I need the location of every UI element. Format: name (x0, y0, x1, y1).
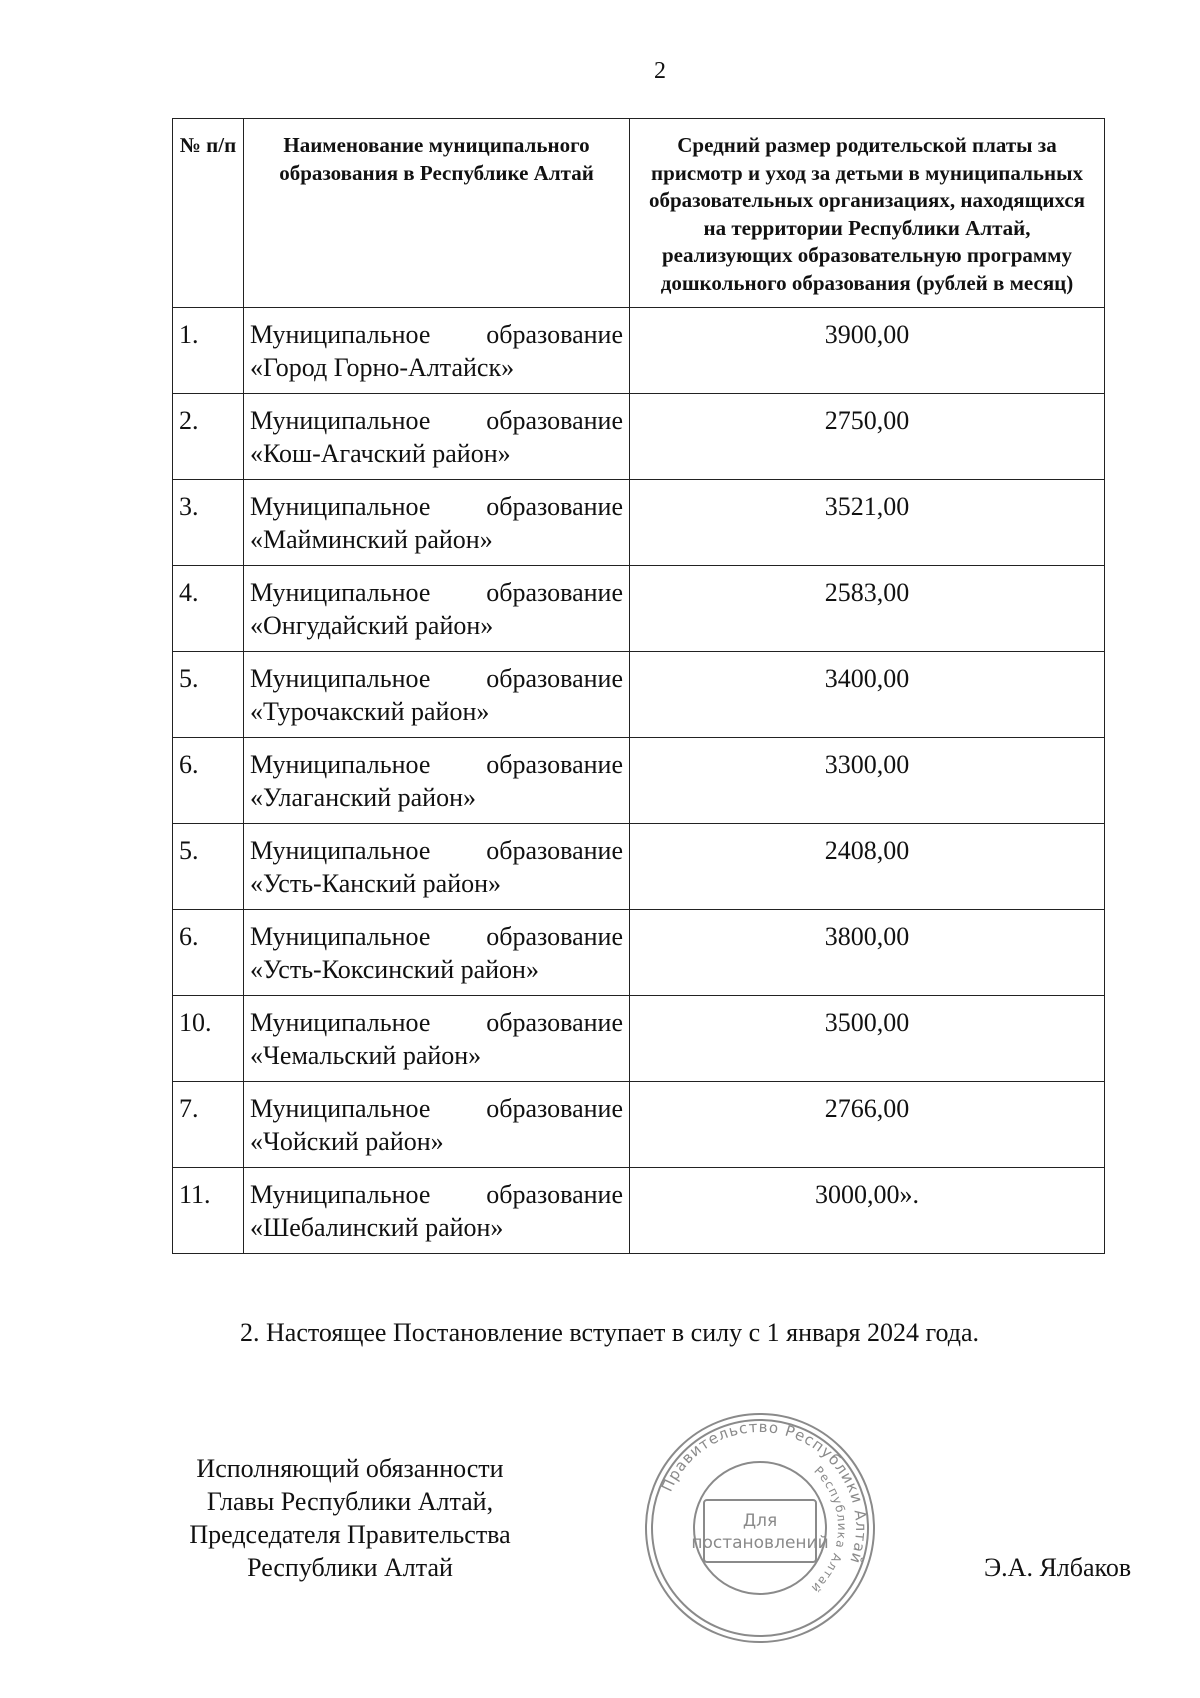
fee-value: 3400,00 (630, 652, 1105, 738)
municipality-name: Муниципальное образование «Шебалинский район» (244, 1168, 630, 1254)
table-row (173, 996, 1105, 1082)
municipality-name: Муниципальное образование «Улаганский район» (244, 738, 630, 824)
municipality-name: Муниципальное образование «Онгудайский район» (244, 566, 630, 652)
row-number: 2. (173, 394, 244, 480)
signer-line: Главы Республики Алтай, (206, 1487, 494, 1516)
signer-name: Э.А. Ялбаков (984, 1553, 1132, 1582)
signer-line: Республики Алтай (247, 1553, 453, 1582)
table-row (173, 480, 1105, 566)
row-number: 5. (173, 652, 244, 738)
table-header-row (173, 119, 1105, 308)
signer-line: Председателя Правительства (189, 1520, 511, 1549)
municipality-name: Муниципальное образование «Город Горно-Алтайск» (244, 308, 630, 394)
fee-value: 2750,00 (630, 394, 1105, 480)
clause-text: 2. Настоящее Постановление вступает в силу с 1 января 2024 года. (240, 1318, 979, 1347)
table-row (173, 1082, 1105, 1168)
fee-value: 3900,00 (630, 308, 1105, 394)
fee-value: 3800,00 (630, 910, 1105, 996)
fee-value: 3000,00». (630, 1168, 1105, 1254)
row-number: 5. (173, 824, 244, 910)
row-number: 7. (173, 1082, 244, 1168)
fee-value: 3300,00 (630, 738, 1105, 824)
table-row (173, 308, 1105, 394)
row-number: 11. (173, 1168, 244, 1254)
table-row (173, 824, 1105, 910)
table-row (173, 394, 1105, 480)
table-row (173, 566, 1105, 652)
table-row (173, 910, 1105, 996)
fee-table (172, 118, 1105, 1254)
svg-text:Правительство Республики Алтай: Правительство Республики Алтай (657, 1417, 871, 1567)
signer-title (150, 1452, 550, 1584)
municipality-name: Муниципальное образование «Усть-Канский район» (244, 824, 630, 910)
official-seal (640, 1408, 880, 1648)
row-number: 3. (173, 480, 244, 566)
municipality-name: Муниципальное образование «Майминский район» (244, 480, 630, 566)
municipality-name: Муниципальное образование «Турочакский район» (244, 652, 630, 738)
row-number: 6. (173, 910, 244, 996)
fee-value: 2583,00 (630, 566, 1105, 652)
fee-value: 3500,00 (630, 996, 1105, 1082)
municipality-name: Муниципальное образование «Усть-Коксинский район» (244, 910, 630, 996)
svg-text:Республика Алтай: Республика Алтай (808, 1463, 850, 1596)
table-row (173, 652, 1105, 738)
header-fee: Средний размер родительской платы за присмотр и уход за детьми в муниципальных образовательных организациях, находящихся на территории Республики Алтай, реализующих образовательную программу дошкольного образования (рублей в месяц) (630, 119, 1105, 308)
signer-line: Исполняющий обязанности (196, 1454, 504, 1483)
municipality-name: Муниципальное образование «Чемальский район» (244, 996, 630, 1082)
row-number: 4. (173, 566, 244, 652)
table-body (173, 308, 1105, 1254)
table-row (173, 738, 1105, 824)
svg-text:постановлений: постановлений (691, 1533, 829, 1553)
fee-value: 3521,00 (630, 480, 1105, 566)
fee-value: 2408,00 (630, 824, 1105, 910)
svg-text:Для: Для (742, 1511, 778, 1531)
table-row (173, 1168, 1105, 1254)
row-number: 1. (173, 308, 244, 394)
row-number: 10. (173, 996, 244, 1082)
municipality-name: Муниципальное образование «Кош-Агачский район» (244, 394, 630, 480)
fee-value: 2766,00 (630, 1082, 1105, 1168)
page-number: 2 (654, 58, 666, 84)
header-name: Наименование муниципального образования в Республике Алтай (244, 119, 630, 308)
header-num: № п/п (173, 119, 244, 308)
row-number: 6. (173, 738, 244, 824)
municipality-name: Муниципальное образование «Чойский район» (244, 1082, 630, 1168)
